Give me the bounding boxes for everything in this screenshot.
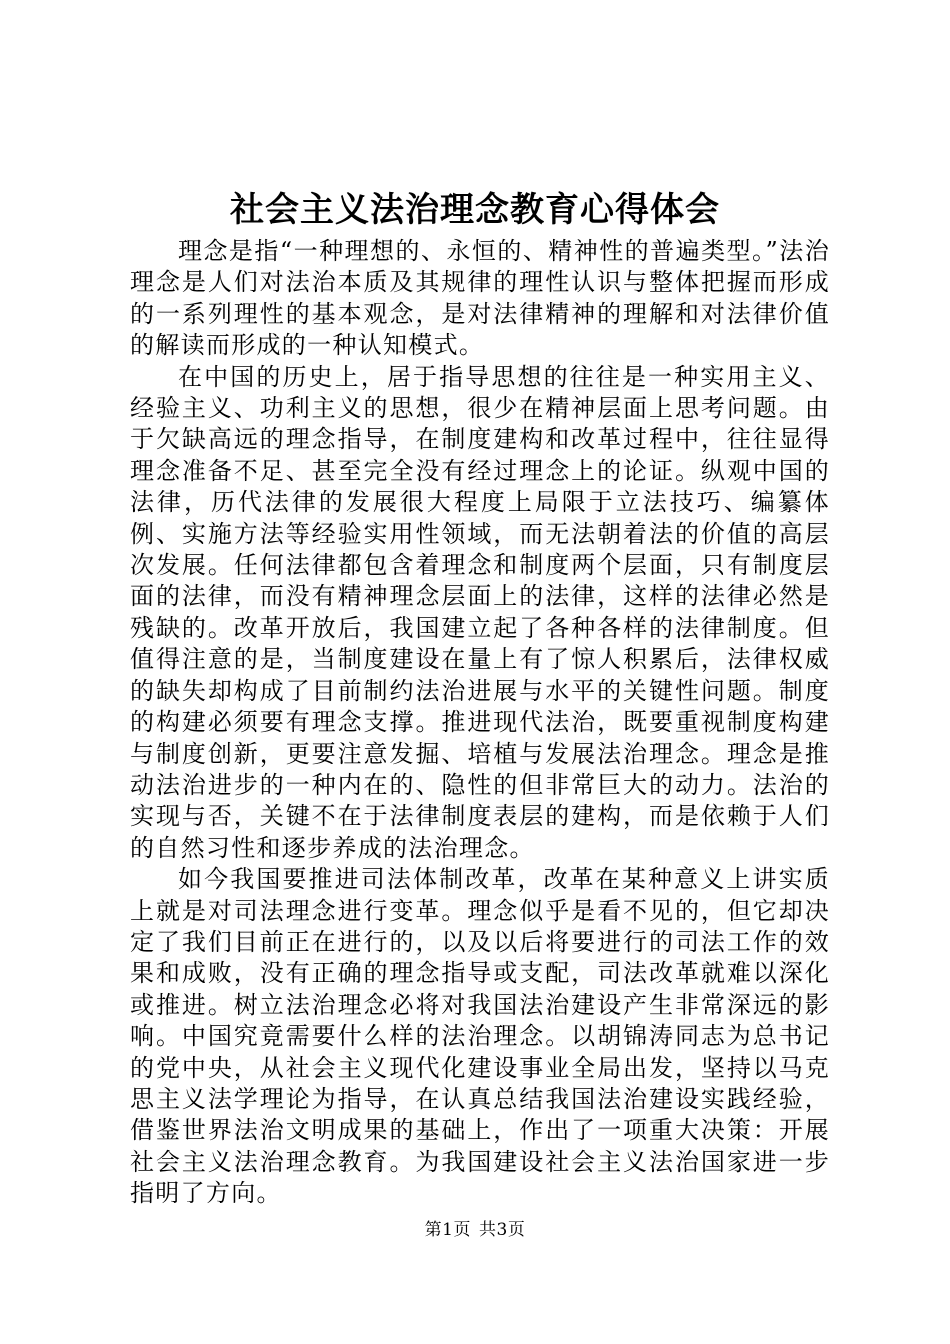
page-footer	[0, 1218, 950, 1242]
page-number: 第1页	[424, 1220, 471, 1240]
paragraph-2: 在中国的历史上，居于指导思想的往往是一种实用主义、经验主义、功利主义的思想，很少在精神层面上思考问题。由于欠缺高远的理念指导，在制度建构和改革过程中，往往显得理念准备不足、甚至完全没有经过理念上的论证。纵观中国的法律，历代法律的发展很大程度上局限于立法技巧、编纂体例、实施方法等经验实用性领域，而无法朝着法的价值的高层次发展。任何法律都包含着理念和制度两个层面，只有制度层面的法律，而没有精神理念层面上的法律，这样的法律必然是残缺的。改革开放后，我国建立起了各种各样的法律制度。但值得注意的是，当制度建设在量上有了惊人积累后，法律权威的缺失却构成了目前制约法治进展与水平的关键性问题。制度的构建必须要有理念支撑。推进现代法治，既要重视制度构建与制度创新，更要注意发掘、培植与发展法治理念。理念是推动法治进步的一种内在的、隐性的但非常巨大的动力。法治的实现与否，关键不在于法律制度表层的建构，而是依赖于人们的自然习性和逐步养成的法治理念。	[130, 362, 830, 862]
page-total: 共3页	[479, 1220, 526, 1240]
paragraph-3: 如今我国要推进司法体制改革，改革在某种意义上讲实质上就是对司法理念进行变革。理念似乎是看不见的，但它却决定了我们目前正在进行的，以及以后将要进行的司法工作的效果和成败，没有正确的理念指导或支配，司法改革就难以深化或推进。树立法治理念必将对我国法治建设产生非常深远的影响。中国究竟需要什么样的法治理念。以胡锦涛同志为总书记的党中央，从社会主义现代化建设事业全局出发，坚持以马克思主义法学理论为指导，在认真总结我国法治建设实践经验，借鉴世界法治文明成果的基础上，作出了一项重大决策：开展社会主义法治理念教育。为我国建设社会主义法治国家进一步指明了方向。	[130, 865, 830, 1208]
document-body	[130, 236, 830, 1210]
document-title: 社会主义法治理念教育心得体会	[230, 190, 720, 230]
paragraph-1: 理念是指“一种理想的、永恒的、精神性的普遍类型。”法治理念是人们对法治本质及其规律的理性认识与整体把握而形成的一系列理性的基本观念，是对法律精神的理解和对法律价值的解读而形成的一种认知模式。	[130, 237, 830, 360]
